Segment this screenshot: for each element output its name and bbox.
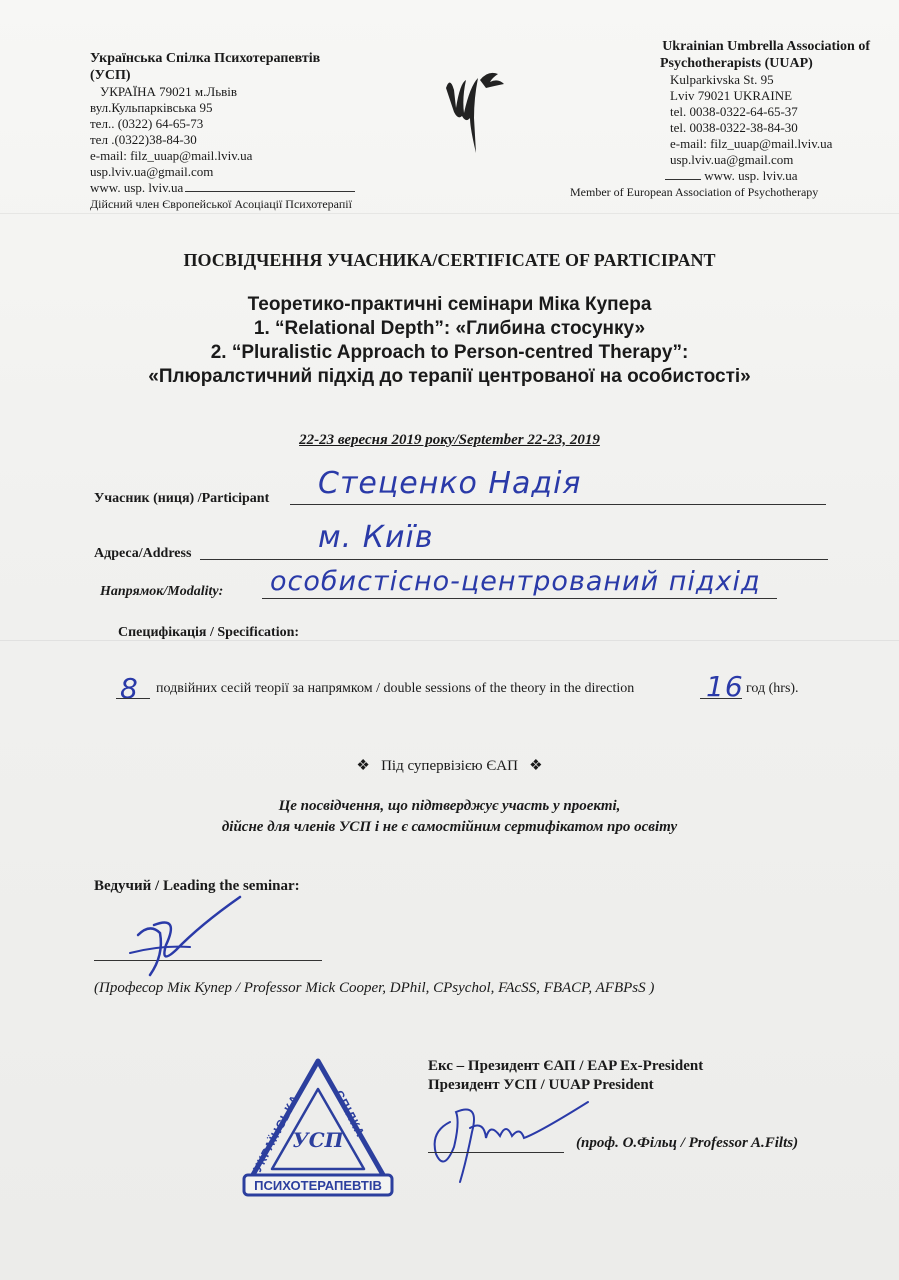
address-line: УКРАЇНА 79021 м.Львів bbox=[100, 84, 238, 99]
president-signature bbox=[420, 1092, 590, 1192]
sessions-line bbox=[116, 698, 150, 699]
participant-line bbox=[290, 504, 826, 505]
email-line: usp.lviv.ua@gmail.com bbox=[670, 152, 794, 167]
uuap-stamp bbox=[238, 1055, 398, 1200]
modality-value: особистісно-центрований підхід bbox=[270, 566, 761, 597]
header-left bbox=[90, 50, 420, 212]
stamp-word-bottom: ПСИХОТЕРАПЕВТІВ bbox=[254, 1178, 382, 1193]
membership-line: Member of European Association of Psychotherapy bbox=[570, 185, 819, 199]
note-line: дійсне для членів УСП і не є самостійним сертифікатом про освіту bbox=[221, 819, 678, 835]
seminar-line: Теоретико-практичні семінари Міка Купера bbox=[247, 294, 652, 315]
phone-line: тел.. (0322) 64-65-73 bbox=[90, 116, 204, 131]
membership-line: Дійсний член Європейської Асоціації Психотерапії bbox=[90, 197, 352, 211]
stamp-word-left: УКРАЇНСЬКА bbox=[250, 1091, 303, 1175]
seminar-line: 1. “Relational Depth”: «Глибина стосунку» bbox=[253, 318, 646, 339]
leader-signature bbox=[120, 895, 250, 985]
president-signature-line bbox=[428, 1152, 564, 1153]
address-line: Kulparkivska St. 95 bbox=[670, 72, 774, 87]
validity-note bbox=[0, 796, 899, 838]
president-title-line: Екс – Президент ЄАП / EAP Ex-President bbox=[428, 1058, 704, 1074]
paper-fold bbox=[0, 213, 899, 214]
seminar-dates: 22-23 вересня 2019 року/September 22-23, 2019 bbox=[299, 432, 600, 448]
hours-line bbox=[700, 698, 742, 699]
seminar-line: 2. “Pluralistic Approach to Person-centred Therapy”: bbox=[210, 342, 689, 363]
president-block bbox=[428, 1057, 703, 1095]
participant-label: Учасник (ниця) /Participant bbox=[94, 491, 270, 506]
seminar-line: «Плюралстичний підхід до терапії центрованої на особистості» bbox=[148, 366, 751, 387]
website-text: www. usp. lviv.ua bbox=[90, 180, 184, 195]
header-right bbox=[570, 38, 870, 200]
note-line: Це посвідчення, що підтверджує участь у проекті, bbox=[278, 798, 621, 814]
leader-name: (Професор Мік Купер / Professor Mick Cooper, DPhil, CPsychol, FAcSS, FBACP, AFBPsS ) bbox=[94, 980, 655, 996]
diamond-icon: ❖ bbox=[356, 758, 370, 774]
specification-label: Специфікація / Specification: bbox=[118, 625, 300, 640]
seminar-description bbox=[0, 293, 899, 389]
sessions-text: подвійних сесій теорії за напрямком / double sessions of the theory in the direction bbox=[156, 681, 635, 696]
diamond-icon: ❖ bbox=[529, 758, 543, 774]
leader-label: Ведучий / Leading the seminar: bbox=[94, 878, 300, 894]
supervision-text: Під супервізією ЄАП bbox=[381, 758, 518, 774]
address-label: Адреса/Address bbox=[94, 546, 192, 561]
phone-line: tel. 0038-0322-38-84-30 bbox=[670, 120, 798, 135]
hours-count: 16 bbox=[706, 670, 744, 703]
sessions-count: 8 bbox=[120, 672, 139, 705]
website-text: www. usp. lviv.ua bbox=[704, 168, 798, 183]
website-line bbox=[570, 168, 870, 184]
president-title-line: Президент УСП / UUAP President bbox=[428, 1077, 654, 1093]
address-line: вул.Кульпарківська 95 bbox=[90, 100, 213, 115]
address-line bbox=[200, 559, 828, 560]
address-value: м. Київ bbox=[318, 520, 434, 555]
org-abbr-ua: (УСП) bbox=[90, 68, 131, 83]
supervision-line bbox=[0, 756, 899, 775]
uuap-logo bbox=[440, 68, 510, 158]
org-abbr-en: Psychotherapists (UUAP) bbox=[660, 56, 813, 71]
certificate-title: ПОСВІДЧЕННЯ УЧАСНИКА/CERTIFICATE OF PARTICIPANT bbox=[183, 250, 716, 270]
modality-label: Напрямок/Modality: bbox=[100, 584, 224, 599]
president-name: (проф. О.Фільц / Professor A.Filts) bbox=[576, 1135, 799, 1151]
modality-line bbox=[262, 598, 777, 599]
email-line: e-mail: filz_uuap@mail.lviv.ua bbox=[90, 148, 253, 163]
stamp-center-logo: УСП bbox=[292, 1128, 344, 1152]
hours-text: год (hrs). bbox=[746, 681, 799, 696]
email-line: usp.lviv.ua@gmail.com bbox=[90, 164, 214, 179]
org-name-ua: Українська Спілка Психотерапевтів bbox=[90, 51, 321, 66]
phone-line: тел .(0322)38-84-30 bbox=[90, 132, 197, 147]
phone-line: tel. 0038-0322-64-65-37 bbox=[670, 104, 798, 119]
website-line bbox=[90, 180, 420, 196]
stamp-word-right: СПІЛКА bbox=[331, 1087, 368, 1140]
address-line: Lviv 79021 UKRAINE bbox=[670, 88, 793, 103]
email-line: e-mail: filz_uuap@mail.lviv.ua bbox=[670, 136, 833, 151]
participant-value: Стеценко Надія bbox=[318, 466, 582, 501]
org-name-en: Ukrainian Umbrella Association of bbox=[662, 39, 870, 54]
